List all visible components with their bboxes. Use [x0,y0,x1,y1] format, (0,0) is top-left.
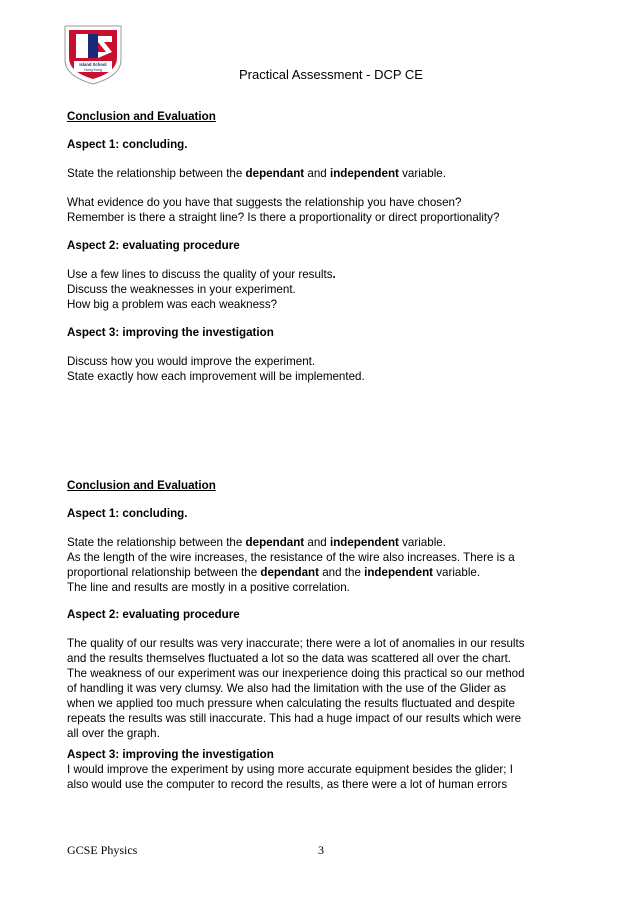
aspect3-title: Aspect 3: improving the investigation [67,748,274,761]
aspect2-title: Aspect 2: evaluating procedure [67,608,240,621]
aspect2-line6: repeats the results was still inaccurate. This had a huge impact of our results which were [67,712,522,725]
aspect3-title: Aspect 3: improving the investigation [67,326,274,339]
section-heading: Conclusion and Evaluation [67,110,216,123]
aspect2-line1: The quality of our results was very inaccurate; there were a lot of anomalies in our results [67,637,525,650]
aspect2-line1: Use a few lines to discuss the quality of your results. [67,268,336,281]
section-heading: Conclusion and Evaluation [67,479,216,492]
aspect2-title: Aspect 2: evaluating procedure [67,239,240,252]
aspect2-line2: Discuss the weaknesses in your experiment. [67,283,296,296]
aspect1-title: Aspect 1: concluding. [67,507,188,520]
aspect1-line1: State the relationship between the dependant and independent variable. [67,167,446,180]
aspect1-line2: As the length of the wire increases, the resistance of the wire also increases. There is a [67,551,515,564]
question-section [67,109,587,384]
aspect3-line2: also would use the computer to record the results, as there were a lot of human errors [67,778,508,791]
aspect2-line3: How big a problem was each weakness? [67,298,278,311]
aspect2-line5: when we applied too much pressure when calculating the results fluctuated and despite [67,697,515,710]
logo-text-line2: Hong Kong [84,68,102,72]
aspect2-line3: The weakness of our experiment was our inexperience doing this practical so our method [67,667,525,680]
page-header: Practical Assessment - DCP CE [239,67,423,82]
aspect1-line3: Remember is there a straight line? Is there a proportionality or direct proportionality? [67,211,500,224]
aspect2-line7: all over the graph. [67,727,160,740]
footer-course: GCSE Physics [67,843,138,857]
logo-text-line1: Island School [79,62,107,67]
aspect1-line4: The line and results are mostly in a positive correlation. [67,581,350,594]
footer-page-number: 3 [318,843,324,857]
answer-section [67,478,587,792]
aspect3-line1: Discuss how you would improve the experiment. [67,355,316,368]
aspect1-line2: What evidence do you have that suggests the relationship you have chosen? [67,196,462,209]
aspect2-line4: of handling it was very clumsy. We also had the limitation with the use of the Glider as [67,682,507,695]
aspect3-line1: I would improve the experiment by using more accurate equipment besides the glider; I [67,763,513,776]
aspect3-line2: State exactly how each improvement will be implemented. [67,370,365,383]
aspect1-line1: State the relationship between the dependant and independent variable. [67,536,446,549]
aspect2-line2: and the results themselves fluctuated a lot so the data was scattered all over the chart. [67,652,512,665]
aspect1-line3: proportional relationship between the dependant and the independent variable. [67,566,481,579]
aspect1-title: Aspect 1: concluding. [67,138,188,151]
